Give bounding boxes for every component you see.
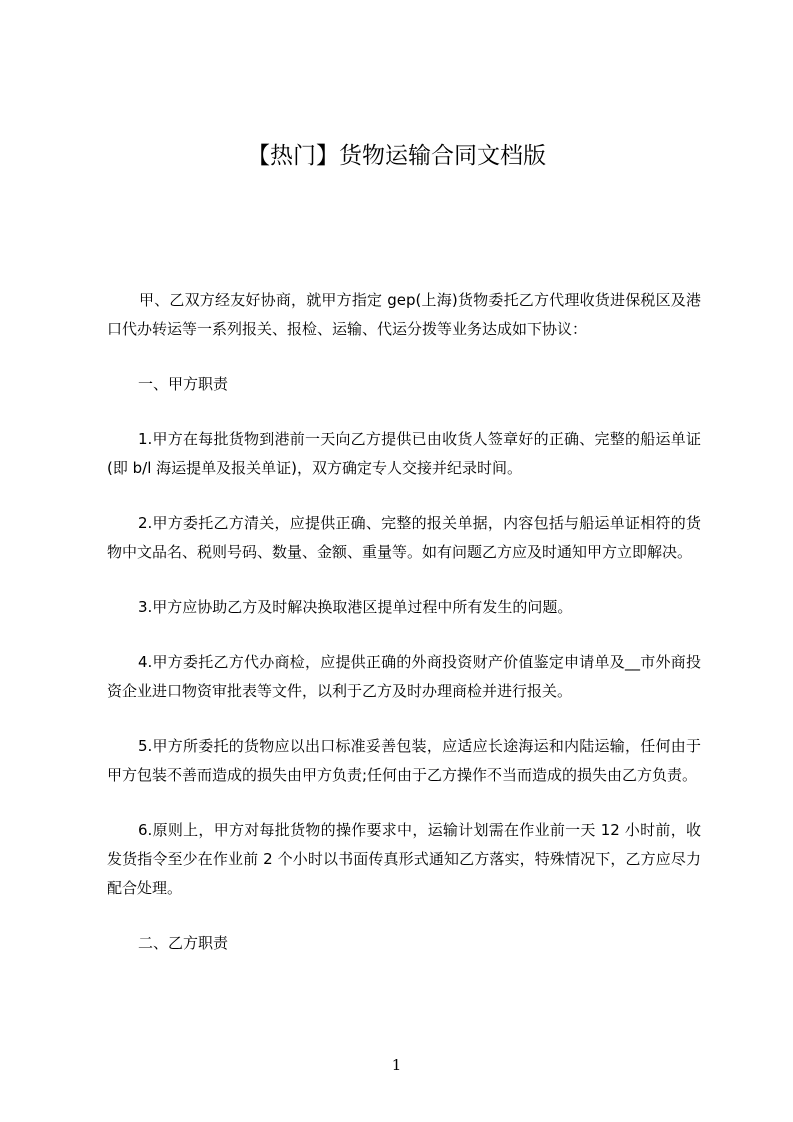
intro-paragraph: 甲、乙双方经友好协商，就甲方指定 gep(上海)货物委托乙方代理收货进保税区及港口代办转运等一系列报关、报检、运输、代运分拨等业务达成如下协议：: [107, 291, 701, 338]
clause-4: 4.甲方委托乙方代办商检，应提供正确的外商投资财产价值鉴定申请单及__市外商投资企业进口物资审批表等文件，以利于乙方及时办理商检并进行报关。: [107, 653, 701, 700]
clause-5: 5.甲方所委托的货物应以出口标准妥善包装，应适应长途海运和内陆运输，任何由于甲方包装不善而造成的损失由甲方负责;任何由于乙方操作不当而造成的损失由乙方负责。: [107, 737, 701, 784]
page-number: 1: [391, 1056, 402, 1074]
clause-1: 1.甲方在每批货物到港前一天向乙方提供已由收货人签章好的正确、完整的船运单证(即 b/l 海运提单及报关单证)，双方确定专人交接并纪录时间。: [107, 430, 701, 477]
document-title: 【热门】货物运输合同文档版: [247, 143, 546, 169]
section-heading-party-b: 二、乙方职责: [138, 934, 229, 952]
document-body: [107, 286, 701, 958]
clause-6: 6.原则上，甲方对每批货物的操作要求中，运输计划需在作业前一天 12 小时前，收发货指令至少在作业前 2 个小时以书面传真形式通知乙方落实，特殊情况下，乙方应尽力配合处理。: [107, 821, 701, 897]
clause-3: 3.甲方应协助乙方及时解决换取港区提单过程中所有发生的问题。: [138, 598, 573, 616]
clause-2: 2.甲方委托乙方清关，应提供正确、完整的报关单据，内容包括与船运单证相符的货物中文品名、税则号码、数量、金额、重量等。如有问题乙方应及时通知甲方立即解决。: [107, 514, 701, 561]
section-heading-party-a: 一、甲方职责: [138, 375, 229, 393]
